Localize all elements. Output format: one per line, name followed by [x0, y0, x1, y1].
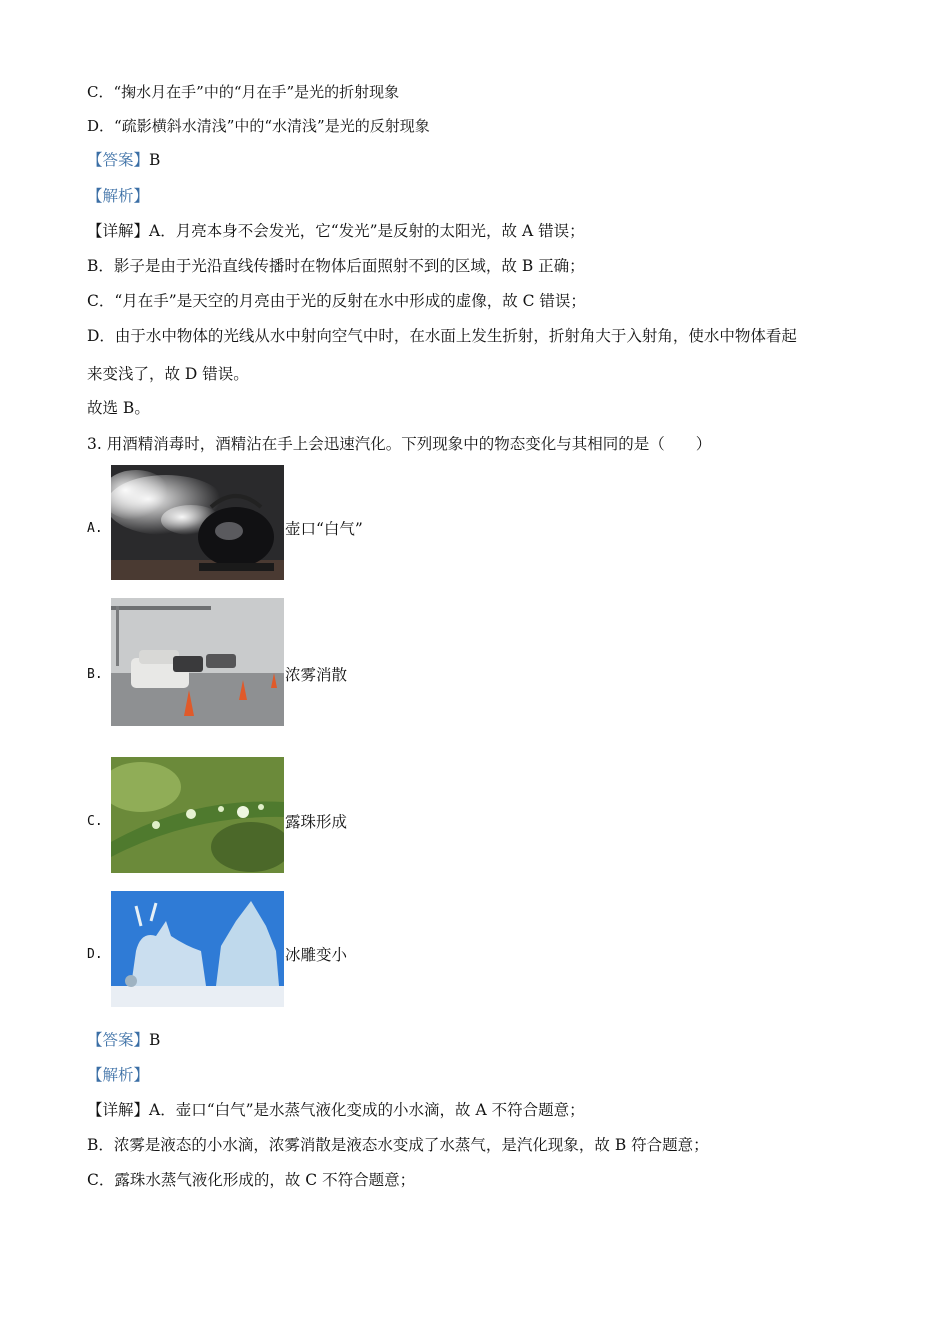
q3-answer — [87, 1030, 160, 1050]
detail-label: 【详解】 — [87, 1101, 150, 1119]
q2-detail-a: 【详解】A．月亮本身不会发光，它“发光”是反射的太阳光，故 A 错误； — [87, 222, 585, 240]
q2-detail-d-line2: 来变浅了，故 D 错误。 — [87, 365, 249, 383]
answer-label: 【答案】 — [87, 151, 150, 169]
q3-option-b-caption: 浓雾消散 — [285, 666, 348, 684]
q3-option-b-label: B. — [87, 667, 103, 682]
q3-detail-b: B．浓雾是液态的小水滴，浓雾消散是液态水变成了水蒸气，是汽化现象，故 B 符合题意； — [87, 1136, 709, 1154]
q3-detail-a: 【详解】A．壶口“白气”是水蒸气液化变成的小水滴，故 A 不符合题意； — [87, 1101, 585, 1119]
q2-answer — [87, 150, 160, 170]
q3-option-c-label: C. — [87, 814, 103, 829]
detail-label: 【详解】 — [87, 222, 150, 240]
answer-label: 【答案】 — [87, 1031, 150, 1049]
q3-detail-c: C．露珠水蒸气液化形成的，故 C 不符合题意； — [87, 1171, 416, 1189]
ice-sculpture-image — [111, 891, 284, 1007]
q2-conclusion: 故选 B。 — [87, 399, 150, 417]
q2-option-d: D．“疏影横斜水清浅”中的“水清浅”是光的反射现象 — [87, 117, 430, 135]
kettle-steam-image — [111, 465, 284, 580]
answer-value: B — [149, 151, 161, 169]
q2-option-c: C．“掬水月在手”中的“月在手”是光的折射现象 — [87, 83, 400, 101]
q3-stem: 3. 用酒精消毒时，酒精沾在手上会迅速汽化。下列现象中的物态变化与其相同的是（ ） — [87, 435, 712, 453]
q3-option-c-caption: 露珠形成 — [285, 813, 348, 831]
fog-highway-image — [111, 598, 284, 726]
q2-detail-b: B．影子是由于光沿直线传播时在物体后面照射不到的区域，故 B 正确； — [87, 257, 585, 275]
q3-analysis-label: 【解析】 — [87, 1066, 150, 1084]
q2-detail-d-line1: D．由于水中物体的光线从水中射向空气中时，在水面上发生折射，折射角大于入射角，使水中物体看起 — [87, 327, 797, 345]
q2-analysis-label: 【解析】 — [87, 187, 150, 205]
q3-option-d-label: D. — [87, 947, 103, 962]
q3-option-a-label: A. — [87, 521, 103, 536]
dew-drops-image — [111, 757, 284, 873]
answer-value: B — [149, 1031, 161, 1049]
q2-detail-c: C．“月在手”是天空的月亮由于光的反射在水中形成的虚像，故 C 错误； — [87, 292, 586, 310]
q3-option-d-caption: 冰雕变小 — [285, 946, 348, 964]
q3-option-a-caption: 壶口“白气” — [285, 520, 363, 538]
